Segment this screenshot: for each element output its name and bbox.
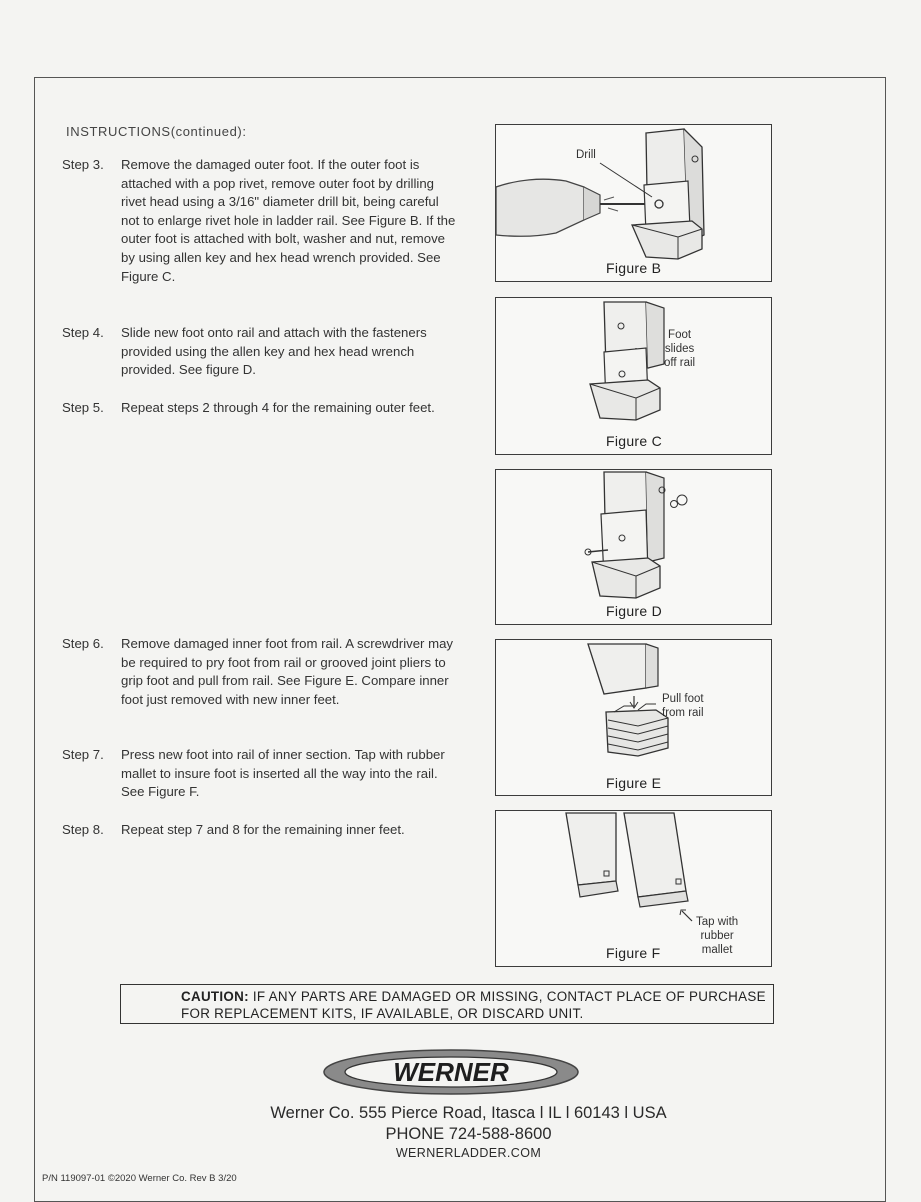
- figure-c-callout-line: slides: [664, 343, 695, 355]
- figure-f-label: Figure F: [606, 945, 661, 961]
- figure-e-callout-line: from rail: [662, 707, 704, 719]
- caution-box: [120, 984, 774, 1024]
- figure-c: [495, 297, 772, 455]
- company-address: Werner Co. 555 Pierce Road, Itasca l IL l 60143 l USA: [270, 1104, 667, 1122]
- werner-logo-graphic: [322, 1048, 580, 1096]
- figure-c-callout: [664, 328, 695, 370]
- caution-label: CAUTION:: [181, 989, 249, 1004]
- step-text: Remove the damaged outer foot. If the outer foot is attached with a pop rivet, remove outer foot by drilling rivet head using a 3/16" diameter drill bit, being careful not to enlarge rivet hole in ladder rail. See Figure B. If the outer foot is attached with bolt, washer and nut, remove by using allen key and hex head wrench provided. See Figure C.: [121, 157, 456, 284]
- werner-logo: [322, 1048, 580, 1096]
- figure-f-callout-line: mallet: [701, 944, 733, 956]
- step-number: Step 8.: [62, 822, 104, 837]
- figure-c-label: Figure C: [606, 433, 663, 449]
- figure-f-callout-line: rubber: [700, 930, 734, 942]
- step-number: Step 4.: [62, 325, 104, 340]
- figure-b: [495, 124, 772, 282]
- figure-d-label: Figure D: [606, 603, 663, 619]
- instructions-heading: INSTRUCTIONS(continued):: [66, 124, 247, 139]
- company-phone: PHONE 724-588-8600: [385, 1125, 552, 1143]
- step-text: Remove damaged inner foot from rail. A screwdriver may be required to pry foot from rail or grooved joint pliers to grip foot and pull from rail. See Figure E. Compare inner foot just removed with new inner feet.: [121, 636, 454, 707]
- step-number: Step 5.: [62, 400, 104, 415]
- figure-e-illustration: [496, 640, 770, 794]
- figure-e-callout-line: Pull foot: [662, 693, 704, 705]
- part-number: P/N 119097-01 ©2020 Werner Co. Rev B 3/20: [42, 1173, 237, 1184]
- figure-b-label: Figure B: [606, 260, 662, 276]
- company-website: WERNERLADDER.COM: [395, 1146, 542, 1160]
- step-text: Repeat steps 2 through 4 for the remaining outer feet.: [121, 400, 435, 415]
- step-text: Slide new foot onto rail and attach with the fasteners provided using the allen key and hex head wrench provided. See figure D.: [121, 325, 427, 378]
- figure-e-callout: [662, 692, 704, 720]
- step-text: Repeat step 7 and 8 for the remaining inner feet.: [121, 822, 405, 837]
- figure-c-callout-line: off rail: [664, 357, 696, 369]
- figure-b-callout: Drill: [576, 149, 596, 161]
- step-text: Press new foot into rail of inner section. Tap with rubber mallet to insure foot is inserted all the way into the rail. See Figure F.: [121, 747, 445, 800]
- logo-text: WERNER: [393, 1057, 509, 1087]
- step-number: Step 6.: [62, 636, 104, 651]
- figure-d-illustration: [496, 470, 770, 623]
- figure-e-label: Figure E: [606, 775, 662, 791]
- figure-d: [495, 469, 772, 625]
- figure-e: [495, 639, 772, 796]
- figure-c-illustration: [496, 298, 770, 453]
- step-number: Step 7.: [62, 747, 104, 762]
- figure-c-callout-line: Foot: [668, 329, 692, 341]
- figure-f-callout: [696, 915, 738, 957]
- figure-b-illustration: [496, 125, 770, 280]
- step-number: Step 3.: [62, 157, 104, 172]
- figure-f-callout-line: Tap with: [696, 916, 739, 928]
- caution-text: IF ANY PARTS ARE DAMAGED OR MISSING, CONTACT PLACE OF PURCHASE FOR REPLACEMENT KITS, IF AVAILABLE, OR DISCARD UNIT.: [181, 989, 766, 1021]
- figure-f: [495, 810, 772, 967]
